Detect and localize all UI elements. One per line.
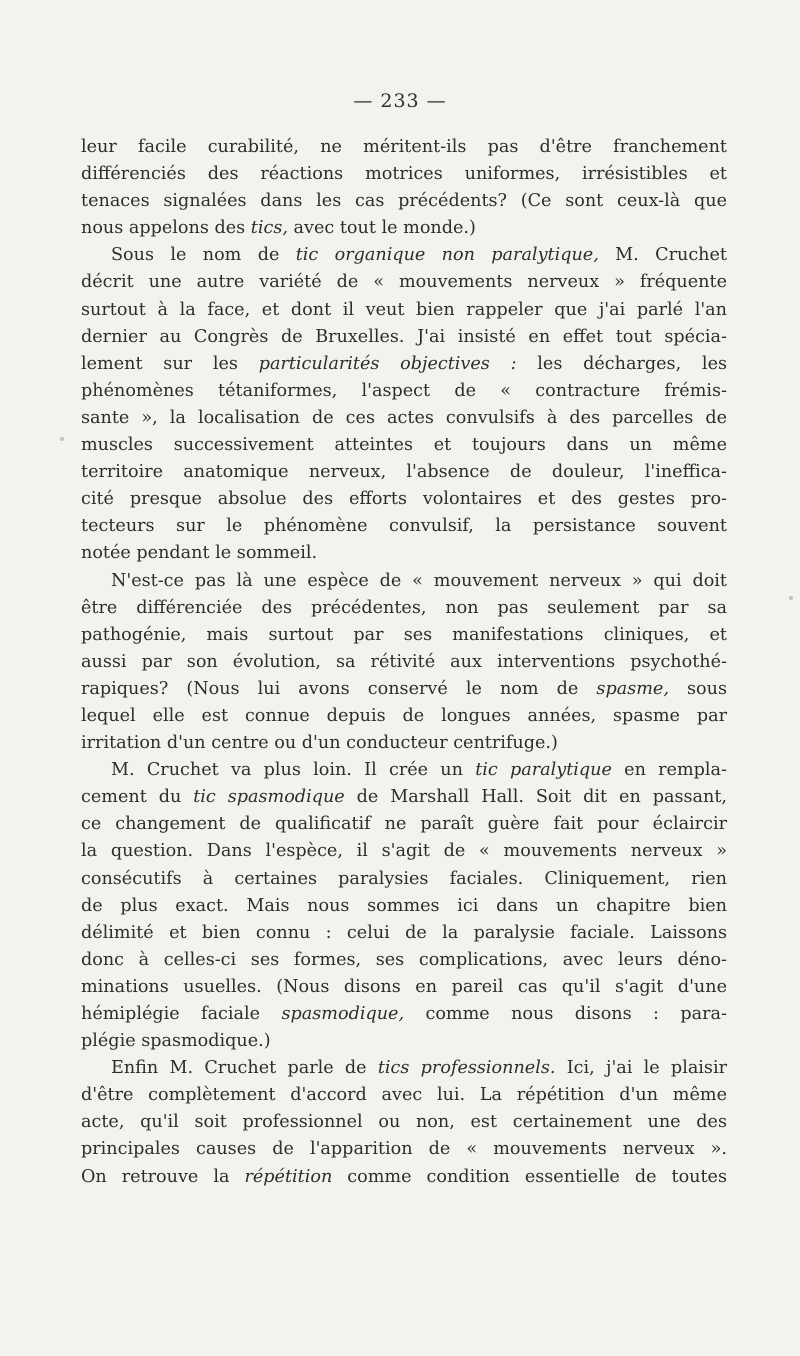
text-line [81,1001,727,1028]
text-run: de plus exact. Mais nous sommes ici dans un chapitre bien [81,895,727,916]
text-run: lement sur les [81,353,259,374]
text-run: irritation d'un centre ou d'un conducteur centrifuge.) [81,733,558,754]
text-line [81,215,727,242]
text-line [81,351,727,378]
italic-phrase: tic spasmodique [193,787,345,808]
text-line [81,459,727,486]
text-line [81,649,727,676]
text-run: surtout à la face, et dont il veut bien rappeler que j'ai parlé l'an [81,299,727,320]
text-run: Enfin M. Cruchet parle de [111,1058,378,1079]
text-run: rapiques? (Nous lui avons conservé le nom de [81,678,597,699]
text-run: pathogénie, mais surtout par ses manifestations cliniques, et [81,624,727,645]
paper-speck [789,596,793,600]
text-run: leur facile curabilité, ne méritent-ils pas d'être franchement [81,137,727,157]
text-line [81,1055,727,1082]
text-run: On retrouve la [81,1166,245,1187]
text-line [81,1136,727,1163]
text-line [81,595,727,622]
text-line [81,703,727,730]
text-run: en rempla- [611,760,727,781]
text-run: délimité et bien connu : celui de la paralysie faciale. Laissons [81,922,727,943]
text-run: donc à celles-ci ses formes, ses complications, avec leurs déno- [81,949,727,970]
page-number: — 233 — [353,90,447,112]
text-run: plégie spasmodique.) [81,1031,271,1052]
text-line [81,866,727,893]
paragraph [81,757,727,1055]
text-run: dernier au Congrès de Bruxelles. J'ai insisté en effet tout spécia- [81,326,727,347]
text-run: comme condition essentielle de toutes [332,1166,727,1187]
text-run: comme nous disons : para- [404,1004,727,1024]
text-run: M. Cruchet [598,245,727,266]
text-run: N'est-ce pas là une espèce de « mouvement nerveux » qui doit [111,570,727,591]
text-run: principales causes de l'apparition de « mouvements nerveux ». [81,1139,727,1160]
text-line [81,324,727,351]
italic-phrase: tics, [250,218,288,239]
text-run: Sous le nom de [111,245,296,266]
text-run: tecteurs sur le phénomène convulsif, la persistance souvent [81,516,727,537]
text-run: phénomènes tétaniformes, l'aspect de « contracture frémis- [81,380,727,401]
text-run: décrit une autre variété de « mouvements nerveux » fréquente [81,272,727,293]
text-line [81,947,727,974]
text-run: sous [668,678,727,699]
text-run: d'être complètement d'accord avec lui. La répétition d'un même [81,1085,727,1106]
text-line [81,405,727,432]
text-line [81,893,727,920]
text-line [81,622,727,649]
text-run: territoire anatomique nerveux, l'absence de douleur, l'ineffica- [81,462,727,483]
text-line [81,242,727,269]
paper-speck [60,437,64,441]
text-line [81,269,727,296]
text-run: cement du [81,787,194,808]
text-run: consécutifs à certaines paralysies faciales. Cliniquement, rien [81,868,727,889]
text-run: cité presque absolue des efforts volontaires et des gestes pro- [81,489,727,510]
italic-phrase: tic organique non paralytique, [295,245,599,266]
text-line [81,297,727,324]
italic-phrase: tic paralytique [475,760,612,781]
text-run: lequel elle est connue depuis de longues années, spasme par [81,705,727,726]
text-line [81,432,727,459]
paragraph [81,134,727,242]
paragraph [81,242,727,567]
text-line [81,920,727,947]
text-line [81,811,727,838]
text-run: acte, qu'il soit professionnel ou non, est certainement une des [81,1112,727,1133]
paragraph [81,568,727,758]
text-run: de Marshall Hall. Soit dit en passant, [344,787,728,808]
text-line [81,676,727,703]
text-line [81,730,727,757]
text-run: Ici, j'ai le plaisir [555,1058,727,1079]
text-line [81,1082,727,1109]
body-text [81,134,727,1191]
text-line [81,974,727,1001]
text-run: minations usuelles. (Nous disons en pareil cas qu'il s'agit d'une [81,976,727,997]
text-run: tenaces signalées dans les cas précédents? (Ce sont ceux-là que [81,191,727,212]
text-run: différenciés des réactions motrices uniformes, irrésistibles et [81,164,727,185]
paragraph [81,1055,727,1190]
text-run: être différenciée des précédentes, non pas seulement par sa [81,597,727,618]
text-line [81,568,727,595]
text-line [81,1109,727,1136]
text-line [81,188,727,215]
text-line [81,513,727,540]
text-line [81,540,727,567]
text-line [81,134,727,161]
text-run: nous appelons des [81,218,251,239]
italic-phrase: tics professionnels. [377,1058,556,1079]
text-line [81,757,727,784]
italic-phrase: particularités objectives : [258,353,517,374]
italic-phrase: répétition [244,1166,333,1187]
text-run: sante », la localisation de ces actes convulsifs à des parcelles de [81,407,727,428]
text-line [81,1028,727,1055]
text-run: avec tout le monde.) [287,218,476,239]
text-line [81,486,727,513]
text-run: M. Cruchet va plus loin. Il crée un [111,760,476,781]
italic-phrase: spasmodique, [281,1004,405,1024]
text-line [81,1164,727,1191]
text-run: les décharges, les [516,353,728,374]
text-run: ce changement de qualificatif ne paraît guère fait pour éclaircir [81,814,727,835]
text-line [81,378,727,405]
text-run: muscles successivement atteintes et toujours dans un même [81,435,727,456]
text-run: la question. Dans l'espèce, il s'agit de « mouvements nerveux » [81,841,727,862]
text-line [81,784,727,811]
italic-phrase: spasme, [596,678,669,699]
text-line [81,161,727,188]
text-run: hémiplégie faciale [81,1004,282,1024]
text-run: notée pendant le sommeil. [81,543,318,564]
text-line [81,838,727,865]
text-run: aussi par son évolution, sa rétivité aux interventions psychothé- [81,651,727,672]
